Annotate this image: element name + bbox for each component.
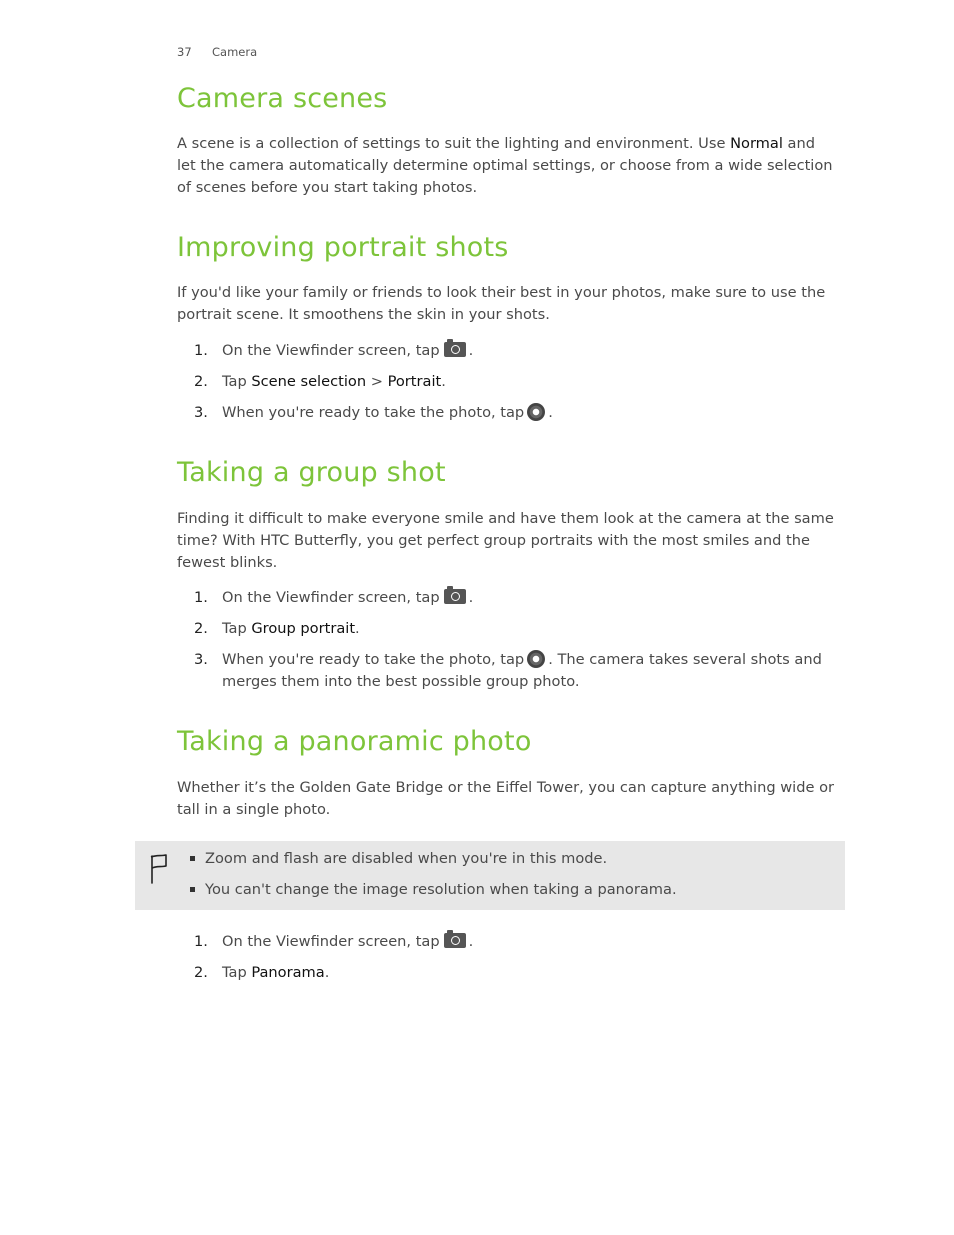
step-number: 1. — [194, 933, 208, 950]
step-text: Tap — [222, 373, 252, 390]
step-text: . — [468, 342, 474, 359]
shutter-icon — [527, 403, 545, 421]
step-text: On the Viewfinder screen, tap — [222, 933, 440, 950]
step-text: Tap — [222, 620, 252, 637]
step-text: . — [355, 620, 360, 637]
portrait-term: Portrait — [387, 373, 442, 390]
portrait-heading: Improving portrait shots — [177, 232, 509, 263]
step-text: Tap — [222, 964, 252, 981]
text: A scene is a collection of settings to suit the lighting and environment. Use — [177, 135, 731, 152]
step-text: On the Viewfinder screen, tap — [222, 589, 440, 606]
step-text: When you're ready to take the photo, tap — [222, 651, 525, 668]
step-number: 2. — [194, 373, 208, 390]
camera-icon — [444, 342, 466, 357]
scene-selection-term: Scene selection — [251, 373, 367, 390]
bullet-icon — [190, 887, 195, 892]
panorama-paragraph: Whether it’s the Golden Gate Bridge or the Eiffel Tower, you can capture anything wide or tall in a single photo. — [177, 779, 835, 818]
panorama-heading: Taking a panoramic photo — [177, 726, 532, 757]
bullet-icon — [190, 856, 195, 861]
camera-scenes-paragraph — [177, 133, 837, 198]
shutter-icon — [527, 650, 545, 668]
step-number: 1. — [194, 589, 208, 606]
group-portrait-term: Group portrait — [251, 620, 356, 637]
step-number: 2. — [194, 620, 208, 637]
normal-term: Normal — [730, 135, 783, 152]
note-text: You can't change the image resolution when taking a panorama. — [205, 881, 677, 898]
step-text: . The camera takes several shots and merges them into the best possible group photo. — [222, 651, 822, 690]
step-number: 3. — [194, 651, 208, 668]
separator: > — [366, 373, 388, 390]
step-text: On the Viewfinder screen, tap — [222, 342, 440, 359]
camera-scenes-heading: Camera scenes — [177, 83, 388, 114]
step-text: When you're ready to take the photo, tap — [222, 404, 525, 421]
camera-icon — [444, 933, 466, 948]
note-box — [135, 841, 845, 910]
step-text: . — [468, 933, 474, 950]
step-number: 3. — [194, 404, 208, 421]
step-text: . — [548, 404, 553, 421]
text: and let the camera automatically determine optimal settings, or choose from a wide selection of scenes before you start taking photos. — [177, 135, 833, 196]
page-header — [177, 45, 257, 59]
step-text: . — [324, 964, 330, 981]
step-text: . — [441, 373, 446, 390]
group-shot-paragraph: Finding it difficult to make everyone smile and have them look at the camera at the same time? With HTC Butterfly, you get perfect group portraits with the most smiles and the fewest blinks. — [177, 510, 834, 571]
panorama-term: Panorama — [251, 964, 325, 981]
section-name: Camera — [212, 45, 258, 59]
step-number: 1. — [194, 342, 208, 359]
step-number: 2. — [194, 964, 208, 981]
group-shot-heading: Taking a group shot — [177, 457, 446, 488]
flag-note-icon — [148, 852, 170, 886]
note-text: Zoom and flash are disabled when you're in this mode. — [205, 850, 608, 867]
camera-icon — [444, 589, 466, 604]
step-text: . — [468, 589, 474, 606]
portrait-paragraph: If you'd like your family or friends to look their best in your photos, make sure to use the portrait scene. It smoothens the skin in your shots. — [177, 284, 826, 323]
page-number: 37 — [177, 45, 192, 59]
